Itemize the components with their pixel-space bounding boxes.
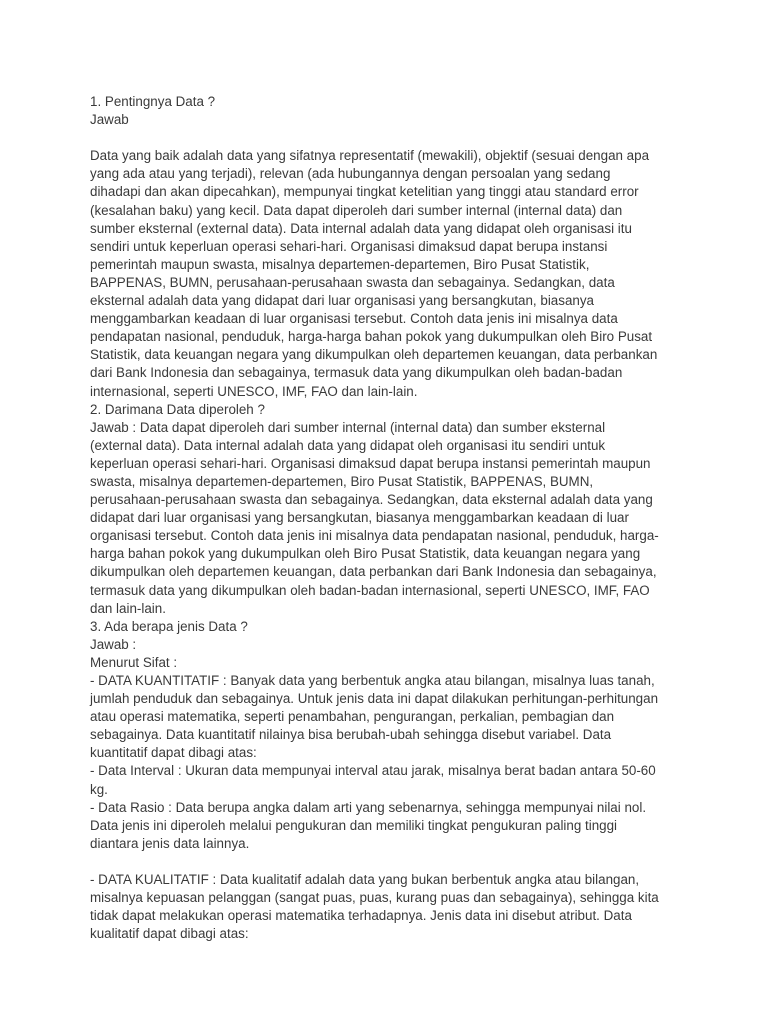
text-line: BAPPENAS, BUMN, perusahaan-perusahaan swasta dan sebagainya. Sedangkan, data [90, 274, 615, 290]
text-line: (external data). Data internal adalah data yang didapat oleh organisasi itu sendiri untuk [90, 437, 606, 453]
text-line: Jawab : [90, 636, 137, 652]
text-line: - DATA KUANTITATIF : Banyak data yang berbentuk angka atau bilangan, misalnya luas tanah, [90, 673, 655, 688]
text-line: didapat dari luar organisasi yang bersangkutan, biasanya menggambarkan keadaan di luar [90, 510, 629, 526]
text-line: tidak dapat melakukan operasi matematika terhadapnya. Jenis data ini disebut atribut. Data [90, 908, 632, 924]
text-line: perusahaan-perusahaan swasta dan sebagainya. Sedangkan, data eksternal adalah data yang [90, 492, 653, 508]
document-body [90, 93, 690, 943]
text-line: jumlah penduduk dan sebagainya. Untuk jenis data ini dapat dilakukan perhitungan-perhitungan [90, 691, 659, 707]
text-line: kuantitatif dapat dibagi atas: [90, 745, 257, 761]
text-line: organisasi tersebut. Contoh data jenis ini misalnya data pendapatan nasional, penduduk, harga- [90, 528, 659, 544]
text-line: Data yang baik adalah data yang sifatnya representatif (mewakili), objektif (sesuai dengan apa [90, 148, 650, 164]
text-line: Jawab : Data dapat diperoleh dari sumber internal (internal data) dan sumber eksternal [90, 419, 606, 435]
text-line: keperluan operasi sehari-hari. Organisasi dimaksud dapat berupa instansi pemerintah maupun [90, 455, 651, 471]
blank-line [90, 129, 690, 147]
text-line: dihadapi dan akan dipecahkan), mempunyai tingkat ketelitian yang tinggi atau standard error [90, 184, 639, 200]
text-line: termasuk data yang dikumpulkan oleh badan-badan internasional, seperti UNESCO, IMF, FAO [90, 582, 650, 598]
text-line: Statistik, data keuangan negara yang dikumpulkan oleh departemen keuangan, data perbankan [90, 347, 658, 363]
text-line: - Data Interval : Ukuran data mempunyai interval atau jarak, misalnya berat badan antara 50-60 [90, 763, 656, 779]
blank-line [90, 853, 690, 871]
text-line: (kesalahan baku) yang kecil. Data dapat diperoleh dari sumber internal (internal data) dan [90, 202, 623, 218]
text-line: eksternal adalah data yang didapat dari luar organisasi yang bersangkutan, biasanya [90, 293, 594, 309]
text-line: pendapatan nasional, penduduk, harga-harga bahan pokok yang dukumpulkan oleh Biro Pusat [90, 329, 653, 345]
text-line: Jawab [90, 112, 129, 128]
text-line: sendiri untuk keperluan operasi sehari-hari. Organisasi dimaksud dapat berupa instansi [90, 238, 608, 254]
text-line: - Data Rasio : Data berupa angka dalam arti yang sebenarnya, sehingga mempunyai nilai nol. [90, 799, 647, 815]
text-line: dari Bank Indonesia dan sebagainya, termasuk data yang dikumpulkan oleh badan-badan [90, 365, 623, 381]
text-line: - DATA KUALITATIF : Data kualitatif adalah data yang bukan berbentuk angka atau bilangan, [90, 872, 640, 888]
text-line: Menurut Sifat : [90, 654, 178, 670]
text-line: kg. [90, 781, 108, 797]
text-line: yang ada atau yang terjadi), relevan (ada hubungannya dengan persoalan yang sedang [90, 166, 611, 182]
text-line: 2. Darimana Data diperoleh ? [90, 401, 265, 417]
text-line: menggambarkan keadaan di luar organisasi tersebut. Contoh data jenis ini misalnya data [90, 311, 618, 327]
text-line: misalnya kepuasan pelanggan (sangat puas, puas, kurang puas dan sebagainya), sehingga kita [90, 890, 659, 906]
text-line: diantara jenis data lainnya. [90, 835, 250, 851]
text-line: dikumpulkan oleh departemen keuangan, data perbankan dari Bank Indonesia dan sebagainya, [90, 564, 657, 580]
text-line: swasta, misalnya departemen-departemen, Biro Pusat Statistik, BAPPENAS, BUMN, [90, 473, 594, 489]
text-line: sumber eksternal (external data). Data internal adalah data yang didapat oleh organisasi itu [90, 220, 632, 236]
text-line: internasional, seperti UNESCO, IMF, FAO dan lain-lain. [90, 383, 418, 399]
text-line: 3. Ada berapa jenis Data ? [90, 618, 248, 634]
text-line: Data jenis ini diperoleh melalui pengukuran dan memiliki tingkat pengukuran paling tinggi [90, 817, 618, 833]
text-line: harga bahan pokok yang dukumpulkan oleh Biro Pusat Statistik, data keuangan negara yang [90, 546, 641, 562]
text-line: dan lain-lain. [90, 600, 166, 616]
text-line: atau operasi matematika, seperti penambahan, pengurangan, perkalian, pembagian dan [90, 709, 615, 725]
text-line: sebagainya. Data kuantitatif nilainya bisa berubah-ubah sehingga disebut variabel. Data [90, 727, 612, 743]
text-line: 1. Pentingnya Data ? [90, 94, 216, 109]
text-line: kualitatif dapat dibagi atas: [90, 926, 249, 942]
text-line: pemerintah maupun swasta, misalnya departemen-departemen, Biro Pusat Statistik, [90, 256, 590, 272]
